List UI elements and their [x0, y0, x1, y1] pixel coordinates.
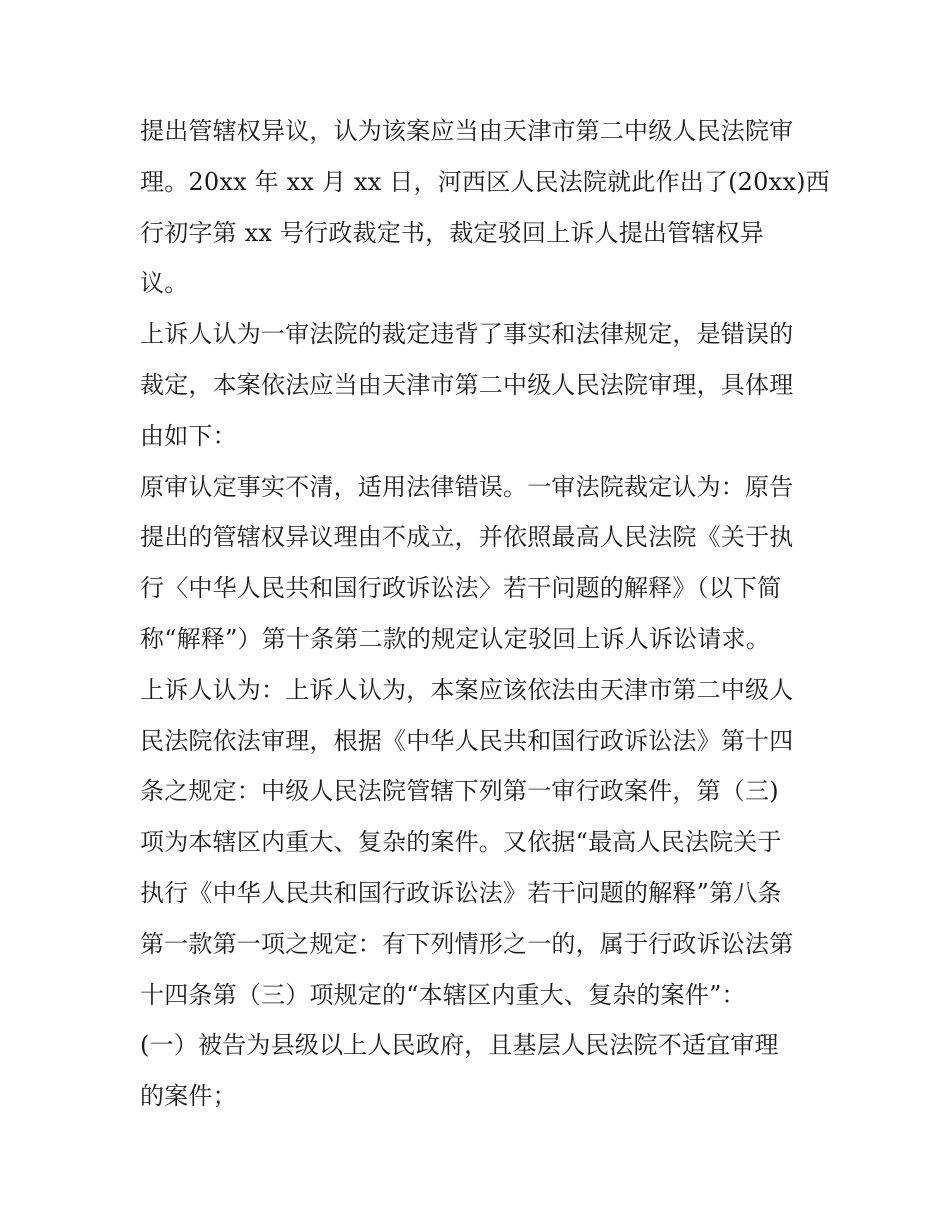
text-line: 项为本辖区内重大、复杂的案件。又依据“最高人民法院关于 — [140, 828, 782, 857]
text-line: 执行《中华人民共和国行政诉讼法》若干问题的解释”第八条 — [140, 878, 782, 907]
text-line: (一）被告为县级以上人民政府，且基层人民法院不适宜审理 — [140, 1031, 779, 1060]
text-line: 第一款第一项之规定：有下列情形之一的，属于行政诉讼法第 — [140, 929, 794, 958]
text-line: 称“解释”）第十条第二款的规定认定驳回上诉人诉讼请求。 — [140, 624, 770, 653]
text-line: 上诉人认为：上诉人认为，本案应该依法由天津市第二中级人 — [140, 675, 794, 704]
text-line: 行〈中华人民共和国行政诉讼法〉若干问题的解释》（以下简 — [140, 574, 782, 603]
document-body — [140, 106, 830, 1122]
text-line: 十四条第（三）项规定的“本辖区内重大、复杂的案件”： — [140, 980, 746, 1009]
text-line: 由如下： — [140, 421, 237, 450]
text-line: 上诉人认为一审法院的裁定违背了事实和法律规定，是错误的 — [140, 320, 794, 349]
text-line: 提出的管辖权异议理由不成立，并依照最高人民法院《关于执 — [140, 523, 794, 552]
text-line: 理。20xx 年 xx 月 xx 日，河西区人民法院就此作出了(20xx)西 — [140, 167, 830, 196]
text-line: 行初字第 xx 号行政裁定书，裁定驳回上诉人提出管辖权异 — [140, 218, 764, 247]
text-line: 条之规定：中级人民法院管辖下列第一审行政案件，第（三) — [140, 777, 779, 806]
text-line: 议。 — [140, 269, 189, 298]
text-line: 的案件； — [140, 1082, 237, 1111]
text-line: 民法院依法审理，根据《中华人民共和国行政诉讼法》第十四 — [140, 726, 794, 755]
text-line: 裁定，本案依法应当由天津市第二中级人民法院审理，具体理 — [140, 370, 794, 399]
text-line: 原审认定事实不清，适用法律错误。一审法院裁定认为：原告 — [140, 472, 794, 501]
text-line: 提出管辖权异议，认为该案应当由天津市第二中级人民法院审 — [140, 117, 794, 145]
